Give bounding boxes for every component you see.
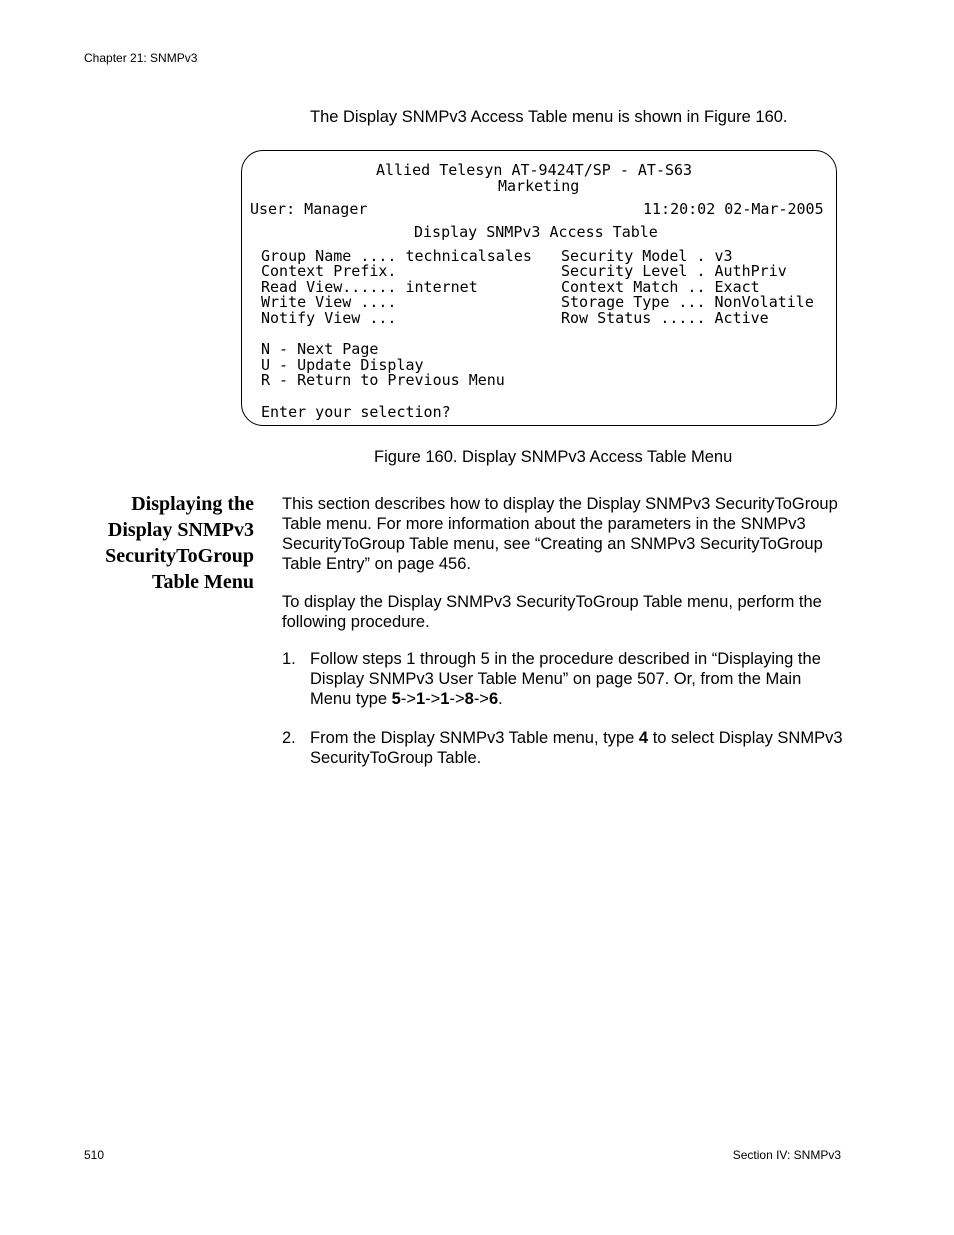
field-context-match: Context Match .. Exact bbox=[561, 278, 760, 296]
terminal-title: Allied Telesyn AT-9424T/SP - AT-S63 bbox=[376, 161, 693, 179]
step-2-body-end: to select Display SNMPv3 SecurityToGroup Table. bbox=[310, 729, 843, 767]
terminal-prompt: Enter your selection? bbox=[261, 403, 451, 421]
key-separator: -> bbox=[449, 690, 465, 708]
step-1-text bbox=[310, 649, 845, 709]
section-heading-line: SecurityToGroup bbox=[105, 545, 254, 567]
field-context-prefix: Context Prefix. bbox=[261, 262, 397, 280]
option-update-display: U - Update Display bbox=[261, 356, 424, 374]
terminal-location: Marketing bbox=[498, 177, 580, 195]
terminal-datetime: 11:20:02 02-Mar-2005 bbox=[643, 200, 824, 218]
section-heading-line: Table Menu bbox=[151, 571, 254, 593]
footer-section: Section IV: SNMPv3 bbox=[732, 1148, 841, 1162]
key-6: 6 bbox=[488, 690, 499, 708]
section-heading-line: Display SNMPv3 bbox=[107, 519, 254, 541]
section-heading bbox=[54, 491, 254, 595]
step-2-body: From the Display SNMPv3 Table menu, type bbox=[310, 729, 639, 747]
step-1-body: Follow steps 1 through 5 in the procedure described in “Displaying the Display SNMPv3 User Table Menu” on page 507. Or, from the Main Menu type bbox=[310, 650, 821, 708]
field-storage-type: Storage Type ... NonVolatile bbox=[561, 293, 814, 311]
terminal-user: User: Manager bbox=[250, 200, 368, 218]
option-next-page: N - Next Page bbox=[261, 340, 379, 358]
step-1-end: . bbox=[498, 690, 503, 708]
key-1: 1 bbox=[415, 690, 426, 708]
running-head: Chapter 21: SNMPv3 bbox=[84, 51, 198, 65]
field-row-status: Row Status ..... Active bbox=[561, 309, 769, 327]
field-security-level: Security Level . AuthPriv bbox=[561, 262, 787, 280]
field-notify-view: Notify View ... bbox=[261, 309, 397, 327]
page-number: 510 bbox=[84, 1148, 105, 1162]
intro-text: The Display SNMPv3 Access Table menu is shown in Figure 160. bbox=[310, 108, 788, 126]
key-4: 4 bbox=[638, 729, 649, 747]
figure-caption: Figure 160. Display SNMPv3 Access Table Menu bbox=[374, 448, 733, 466]
section-heading-line: Displaying the bbox=[131, 493, 254, 515]
terminal-screen bbox=[241, 150, 837, 426]
field-write-view: Write View .... bbox=[261, 293, 397, 311]
option-return-menu: R - Return to Previous Menu bbox=[261, 371, 505, 389]
paragraph-procedure: To display the Display SNMPv3 SecurityToGroup Table menu, perform the following procedure. bbox=[282, 593, 822, 631]
key-8: 8 bbox=[464, 690, 474, 708]
step-number: 1. bbox=[282, 650, 296, 668]
terminal-menu-title: Display SNMPv3 Access Table bbox=[414, 223, 658, 241]
key-5: 5 bbox=[391, 690, 401, 708]
paragraph-description: This section describes how to display the Display SNMPv3 SecurityToGroup Table menu. For more information about the parameters in the SNMPv3 SecurityToGroup Table menu, see “Creating an SNMPv3 SecurityToGroup Table Entry” on page 456. bbox=[282, 495, 838, 573]
field-read-view: Read View...... internet bbox=[261, 278, 478, 296]
key-separator: -> bbox=[425, 690, 441, 708]
key-separator: -> bbox=[473, 690, 489, 708]
key-1: 1 bbox=[440, 690, 450, 708]
key-separator: -> bbox=[400, 690, 416, 708]
field-security-model: Security Model . v3 bbox=[561, 247, 733, 265]
step-2-text bbox=[310, 728, 845, 768]
field-group-name: Group Name .... technicalsales bbox=[261, 247, 532, 265]
step-number: 2. bbox=[282, 729, 296, 747]
